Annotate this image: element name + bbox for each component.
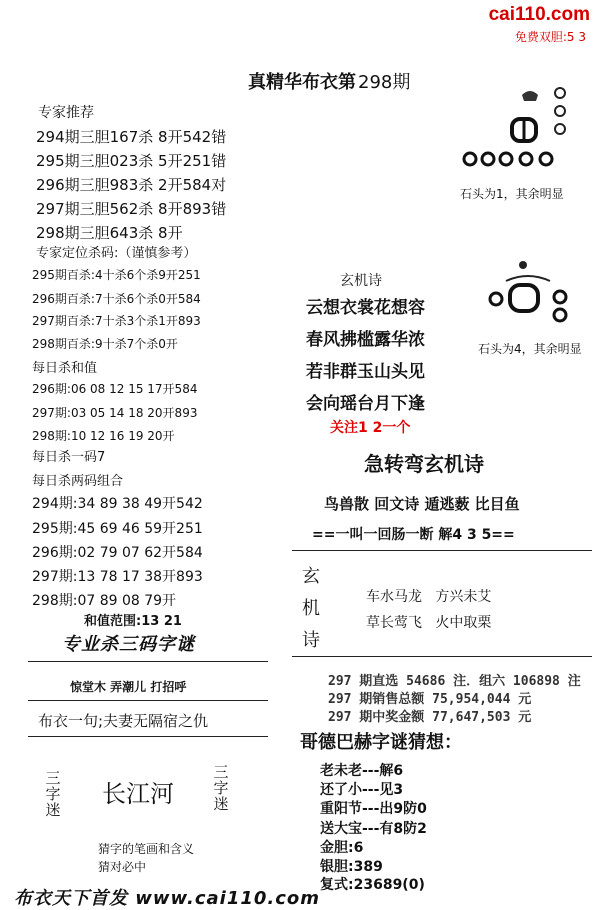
three-char-left: 三字迷 xyxy=(45,769,61,819)
free-pick-text: 免费双胆:5 3 xyxy=(514,30,586,44)
expert-heading: 专家推荐 xyxy=(38,105,94,121)
expert-line: 294期三胆167杀 8开542错 xyxy=(36,128,227,146)
riddle-words: 惊堂木 弄潮儿 打招呼 xyxy=(70,680,187,694)
sum-kill-heading: 每日杀和值 xyxy=(32,361,98,376)
gode-line: 老未老---解6 xyxy=(320,763,404,779)
gode-line: 还了小---见3 xyxy=(320,782,404,798)
gode-line: 金胆:6 xyxy=(320,840,364,856)
xuanji-poem-line: 春风拂槛露华浓 xyxy=(306,330,425,350)
page-title xyxy=(248,68,410,94)
xuanji-poem-line: 若非群玉山头见 xyxy=(306,362,425,382)
riddle-title: 专业杀三码字谜 xyxy=(62,634,195,655)
turn-poem-title: 急转弯玄机诗 xyxy=(364,452,484,476)
xuanji2-vertical-char: 玄 xyxy=(302,566,320,587)
position-kill-line: 298期百杀:9十杀7个杀0开 xyxy=(32,337,178,351)
two-code-line: 294期:34 89 38 49开542 xyxy=(32,496,203,512)
divider xyxy=(28,700,268,701)
sum-range-text: 和值范围:13 21 xyxy=(84,614,182,629)
stone-caption: 石头为1，其余明显 xyxy=(460,187,564,201)
sum-kill-line: 298期:10 12 16 19 20开 xyxy=(32,429,175,443)
xuanji2-vertical-char: 机 xyxy=(302,598,320,619)
three-char-right: 三字迷 xyxy=(213,763,229,813)
page-title-text: 真精华布衣第 xyxy=(248,72,356,93)
turn-poem-line: 鸟兽散 回文诗 遁逃薮 比目鱼 xyxy=(324,495,520,513)
two-code-line: 297期:13 78 17 38开893 xyxy=(32,569,203,585)
position-kill-line: 295期百杀:4十杀6个杀9开251 xyxy=(32,268,201,282)
sum-kill-line: 296期:06 08 12 15 17开584 xyxy=(32,382,198,396)
guess-line: 猜对必中 xyxy=(98,860,147,874)
divider xyxy=(292,550,592,551)
divider xyxy=(292,656,592,657)
kill-one-text: 每日杀一码7 xyxy=(32,450,106,465)
position-kill-line: 297期百杀:7十杀3个杀1开893 xyxy=(32,314,201,328)
stone-abacus-picture-1 xyxy=(460,85,580,175)
guess-line: 猜字的笔画和含义 xyxy=(98,842,195,856)
sales-line: 297 期中奖金额 77,647,503 元 xyxy=(328,710,532,725)
sales-line: 297 期销售总额 75,954,044 元 xyxy=(328,692,532,707)
sales-line: 297 期直选 54686 注．组六 106898 注 xyxy=(328,674,581,689)
expert-line: 296期三胆983杀 2开584对 xyxy=(36,176,227,194)
stone-abacus-picture-2 xyxy=(488,255,578,335)
big-word: 长江河 xyxy=(102,780,174,808)
two-code-line: 296期:02 79 07 62开584 xyxy=(32,545,203,561)
gode-line: 银胆:389 xyxy=(320,859,383,875)
two-code-line: 295期:45 69 46 59开251 xyxy=(32,521,203,537)
xuanji2-vertical-char: 诗 xyxy=(302,630,320,651)
xuanji-poem-line: 云想衣裳花想容 xyxy=(306,298,425,318)
two-code-line: 298期:07 89 08 79开 xyxy=(32,593,177,609)
gode-line: 复式:23689(0) xyxy=(320,877,425,893)
xuanji-poem-line: 会向瑶台月下逢 xyxy=(306,394,425,414)
divider xyxy=(28,661,268,662)
buyi-line: 布衣一句;夫妻无隔宿之仇 xyxy=(38,712,209,730)
gode-title: 哥德巴赫字谜猜想： xyxy=(300,732,462,753)
position-kill-heading: 专家定位杀码:（谨慎参考） xyxy=(36,246,197,261)
expert-line: 295期三胆023杀 5开251错 xyxy=(36,152,227,170)
xuanji-heading: 玄机诗 xyxy=(340,273,382,289)
footer-text: 布衣天下首发 www.cai110.com xyxy=(14,888,321,909)
two-code-heading: 每日杀两码组合 xyxy=(32,474,124,489)
expert-line: 297期三胆562杀 8开893错 xyxy=(36,200,227,218)
xuanji2-row: 车水马龙 方兴未艾 xyxy=(366,589,492,605)
gode-line: 重阳节---出9防0 xyxy=(320,801,427,817)
gode-line: 送大宝---有8防2 xyxy=(320,821,427,837)
divider xyxy=(28,736,268,737)
expert-line: 298期三胆643杀 8开 xyxy=(36,224,183,242)
turn-poem-line: ==一叫一回肠一断 解4 3 5== xyxy=(312,527,515,543)
stone-caption: 石头为4，其余明显 xyxy=(478,342,582,356)
xuanji2-row: 草长莺飞 火中取栗 xyxy=(366,615,492,631)
xuanji-note: 关注1 2一个 xyxy=(330,420,411,436)
position-kill-line: 296期百杀:7十杀6个杀0开584 xyxy=(32,292,201,306)
page-title-issue: 298期 xyxy=(358,72,411,93)
sum-kill-line: 297期:03 05 14 18 20开893 xyxy=(32,406,198,420)
site-logo-text: cai110.com xyxy=(488,4,590,25)
